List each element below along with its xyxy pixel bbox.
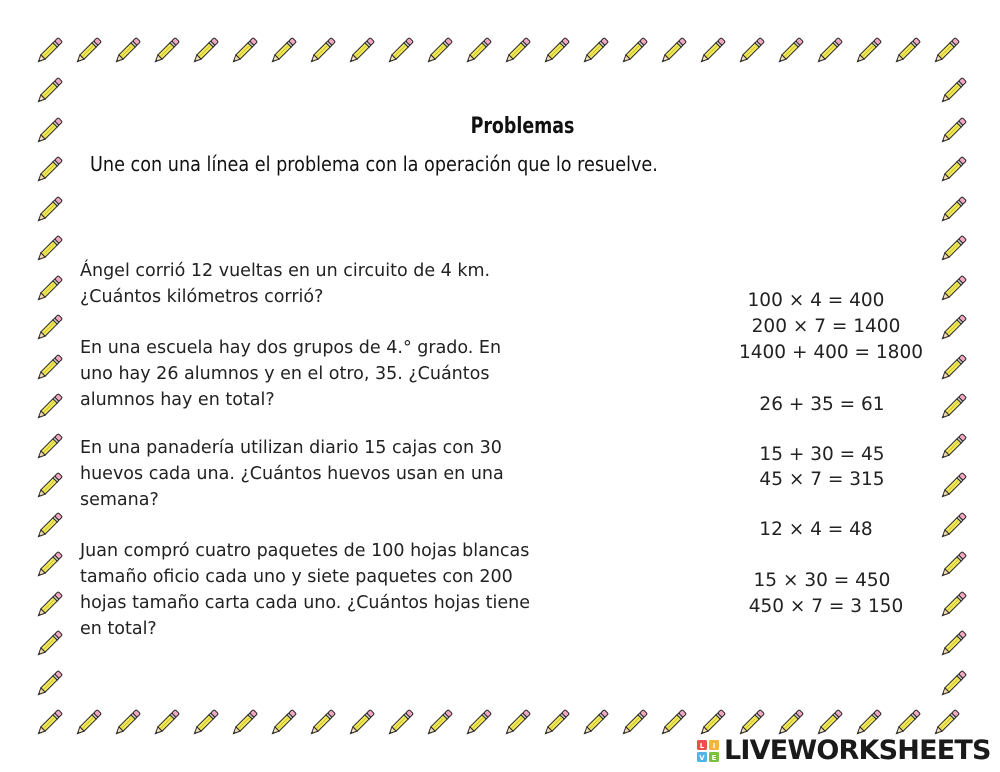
pencil-icon: [617, 34, 651, 68]
pencil-icon: [305, 706, 339, 740]
problem-2[interactable]: [80, 335, 600, 413]
svg-text:V: V: [699, 754, 705, 762]
pencil-icon: [383, 34, 417, 68]
pencil-icon: [32, 588, 66, 622]
pencil-icon: [936, 74, 970, 108]
pencil-icon: [32, 153, 66, 187]
pencil-icon: [32, 232, 66, 266]
pencil-icon: [227, 706, 261, 740]
operation-item[interactable]: 15 + 30 = 45: [759, 444, 885, 465]
pencil-icon: [32, 390, 66, 424]
pencil-icon: [227, 34, 261, 68]
problem-1[interactable]: [80, 258, 600, 310]
pencil-icon: [936, 272, 970, 306]
problem-line: Juan compró cuatro paquetes de 100 hojas blancas: [80, 541, 530, 561]
pencil-icon: [539, 34, 573, 68]
pencil-icon: [461, 706, 495, 740]
liveworksheets-logo-icon: [697, 740, 719, 762]
pencil-icon: [32, 469, 66, 503]
pencil-icon: [32, 706, 66, 740]
pencil-icon: [812, 34, 846, 68]
pencil-icon: [344, 706, 378, 740]
pencil-icon: [266, 706, 300, 740]
pencil-icon: [71, 706, 105, 740]
pencil-icon: [32, 311, 66, 345]
problem-line: alumnos hay en total?: [80, 390, 275, 410]
pencil-icon: [936, 667, 970, 701]
pencil-icon: [936, 627, 970, 661]
pencil-icon: [32, 114, 66, 148]
problem-line: en total?: [80, 619, 157, 639]
operation-item[interactable]: 26 + 35 = 61: [759, 394, 885, 415]
pencil-icon: [578, 34, 612, 68]
pencil-icon: [32, 272, 66, 306]
liveworksheets-brand[interactable]: LIVEWORKSHEETS: [724, 735, 991, 766]
problem-line: hojas tamaño carta cada uno. ¿Cuántos hojas tiene: [80, 593, 530, 613]
pencil-icon: [149, 34, 183, 68]
pencil-icon: [461, 34, 495, 68]
pencil-icon: [936, 153, 970, 187]
pencil-icon: [929, 34, 963, 68]
pencil-icon: [32, 193, 66, 227]
pencil-icon: [936, 509, 970, 543]
problem-line: ¿Cuántos kilómetros corrió?: [80, 287, 324, 307]
pencil-icon: [656, 706, 690, 740]
pencil-icon: [188, 34, 222, 68]
pencil-icon: [110, 706, 144, 740]
operation-item[interactable]: 1400 + 400 = 1800: [739, 342, 923, 363]
pencil-icon: [188, 706, 222, 740]
operation-item[interactable]: 200 × 7 = 1400: [751, 316, 901, 337]
svg-text:L: L: [699, 742, 705, 750]
pencil-icon: [500, 706, 534, 740]
pencil-icon: [32, 667, 66, 701]
pencil-icon: [266, 34, 300, 68]
pencil-icon: [32, 351, 66, 385]
pencil-icon: [936, 232, 970, 266]
pencil-icon: [32, 548, 66, 582]
operation-item[interactable]: 450 × 7 = 3 150: [748, 596, 904, 617]
pencil-icon: [32, 627, 66, 661]
pencil-icon: [32, 34, 66, 68]
pencil-icon: [305, 34, 339, 68]
pencil-icon: [695, 34, 729, 68]
operation-item[interactable]: 15 × 30 = 450: [753, 570, 891, 591]
instructions: Une con una línea el problema con la operación que lo resuelve.: [90, 152, 658, 176]
operation-item[interactable]: 100 × 4 = 400: [747, 290, 885, 311]
operation-item[interactable]: 45 × 7 = 315: [759, 469, 885, 490]
pencil-icon: [71, 34, 105, 68]
pencil-icon: [383, 706, 417, 740]
problem-line: semana?: [80, 490, 159, 510]
problem-line: tamaño oficio cada uno y siete paquetes con 200: [80, 567, 513, 587]
problem-line: uno hay 26 alumnos y en el otro, 35. ¿Cuántos: [80, 364, 490, 384]
operation-item[interactable]: 12 × 4 = 48: [759, 519, 873, 540]
problem-line: En una escuela hay dos grupos de 4.° grado. En: [80, 338, 502, 358]
pencil-icon: [734, 34, 768, 68]
pencil-icon: [578, 706, 612, 740]
svg-text:E: E: [711, 754, 717, 762]
problem-3[interactable]: [80, 435, 600, 513]
problem-4[interactable]: [80, 538, 600, 642]
pencil-icon: [851, 34, 885, 68]
pencil-icon: [422, 706, 456, 740]
pencil-icon: [656, 34, 690, 68]
problem-line: En una panadería utilizan diario 15 cajas con 30: [80, 438, 502, 458]
pencil-icon: [110, 34, 144, 68]
pencil-icon: [617, 706, 651, 740]
pencil-icon: [344, 34, 378, 68]
pencil-icon: [936, 193, 970, 227]
pencil-icon: [500, 34, 534, 68]
svg-text:I: I: [712, 742, 716, 750]
pencil-icon: [32, 509, 66, 543]
pencil-icon: [890, 34, 924, 68]
pencil-icon: [32, 74, 66, 108]
pencil-icon: [149, 706, 183, 740]
pencil-icon: [422, 34, 456, 68]
pencil-icon: [32, 430, 66, 464]
problem-line: Ángel corrió 12 vueltas en un circuito de 4 km.: [80, 261, 491, 281]
problem-line: huevos cada una. ¿Cuántos huevos usan en una: [80, 464, 504, 484]
pencil-icon: [773, 34, 807, 68]
pencil-icon: [539, 706, 573, 740]
worksheet-title: Problemas: [470, 114, 575, 139]
